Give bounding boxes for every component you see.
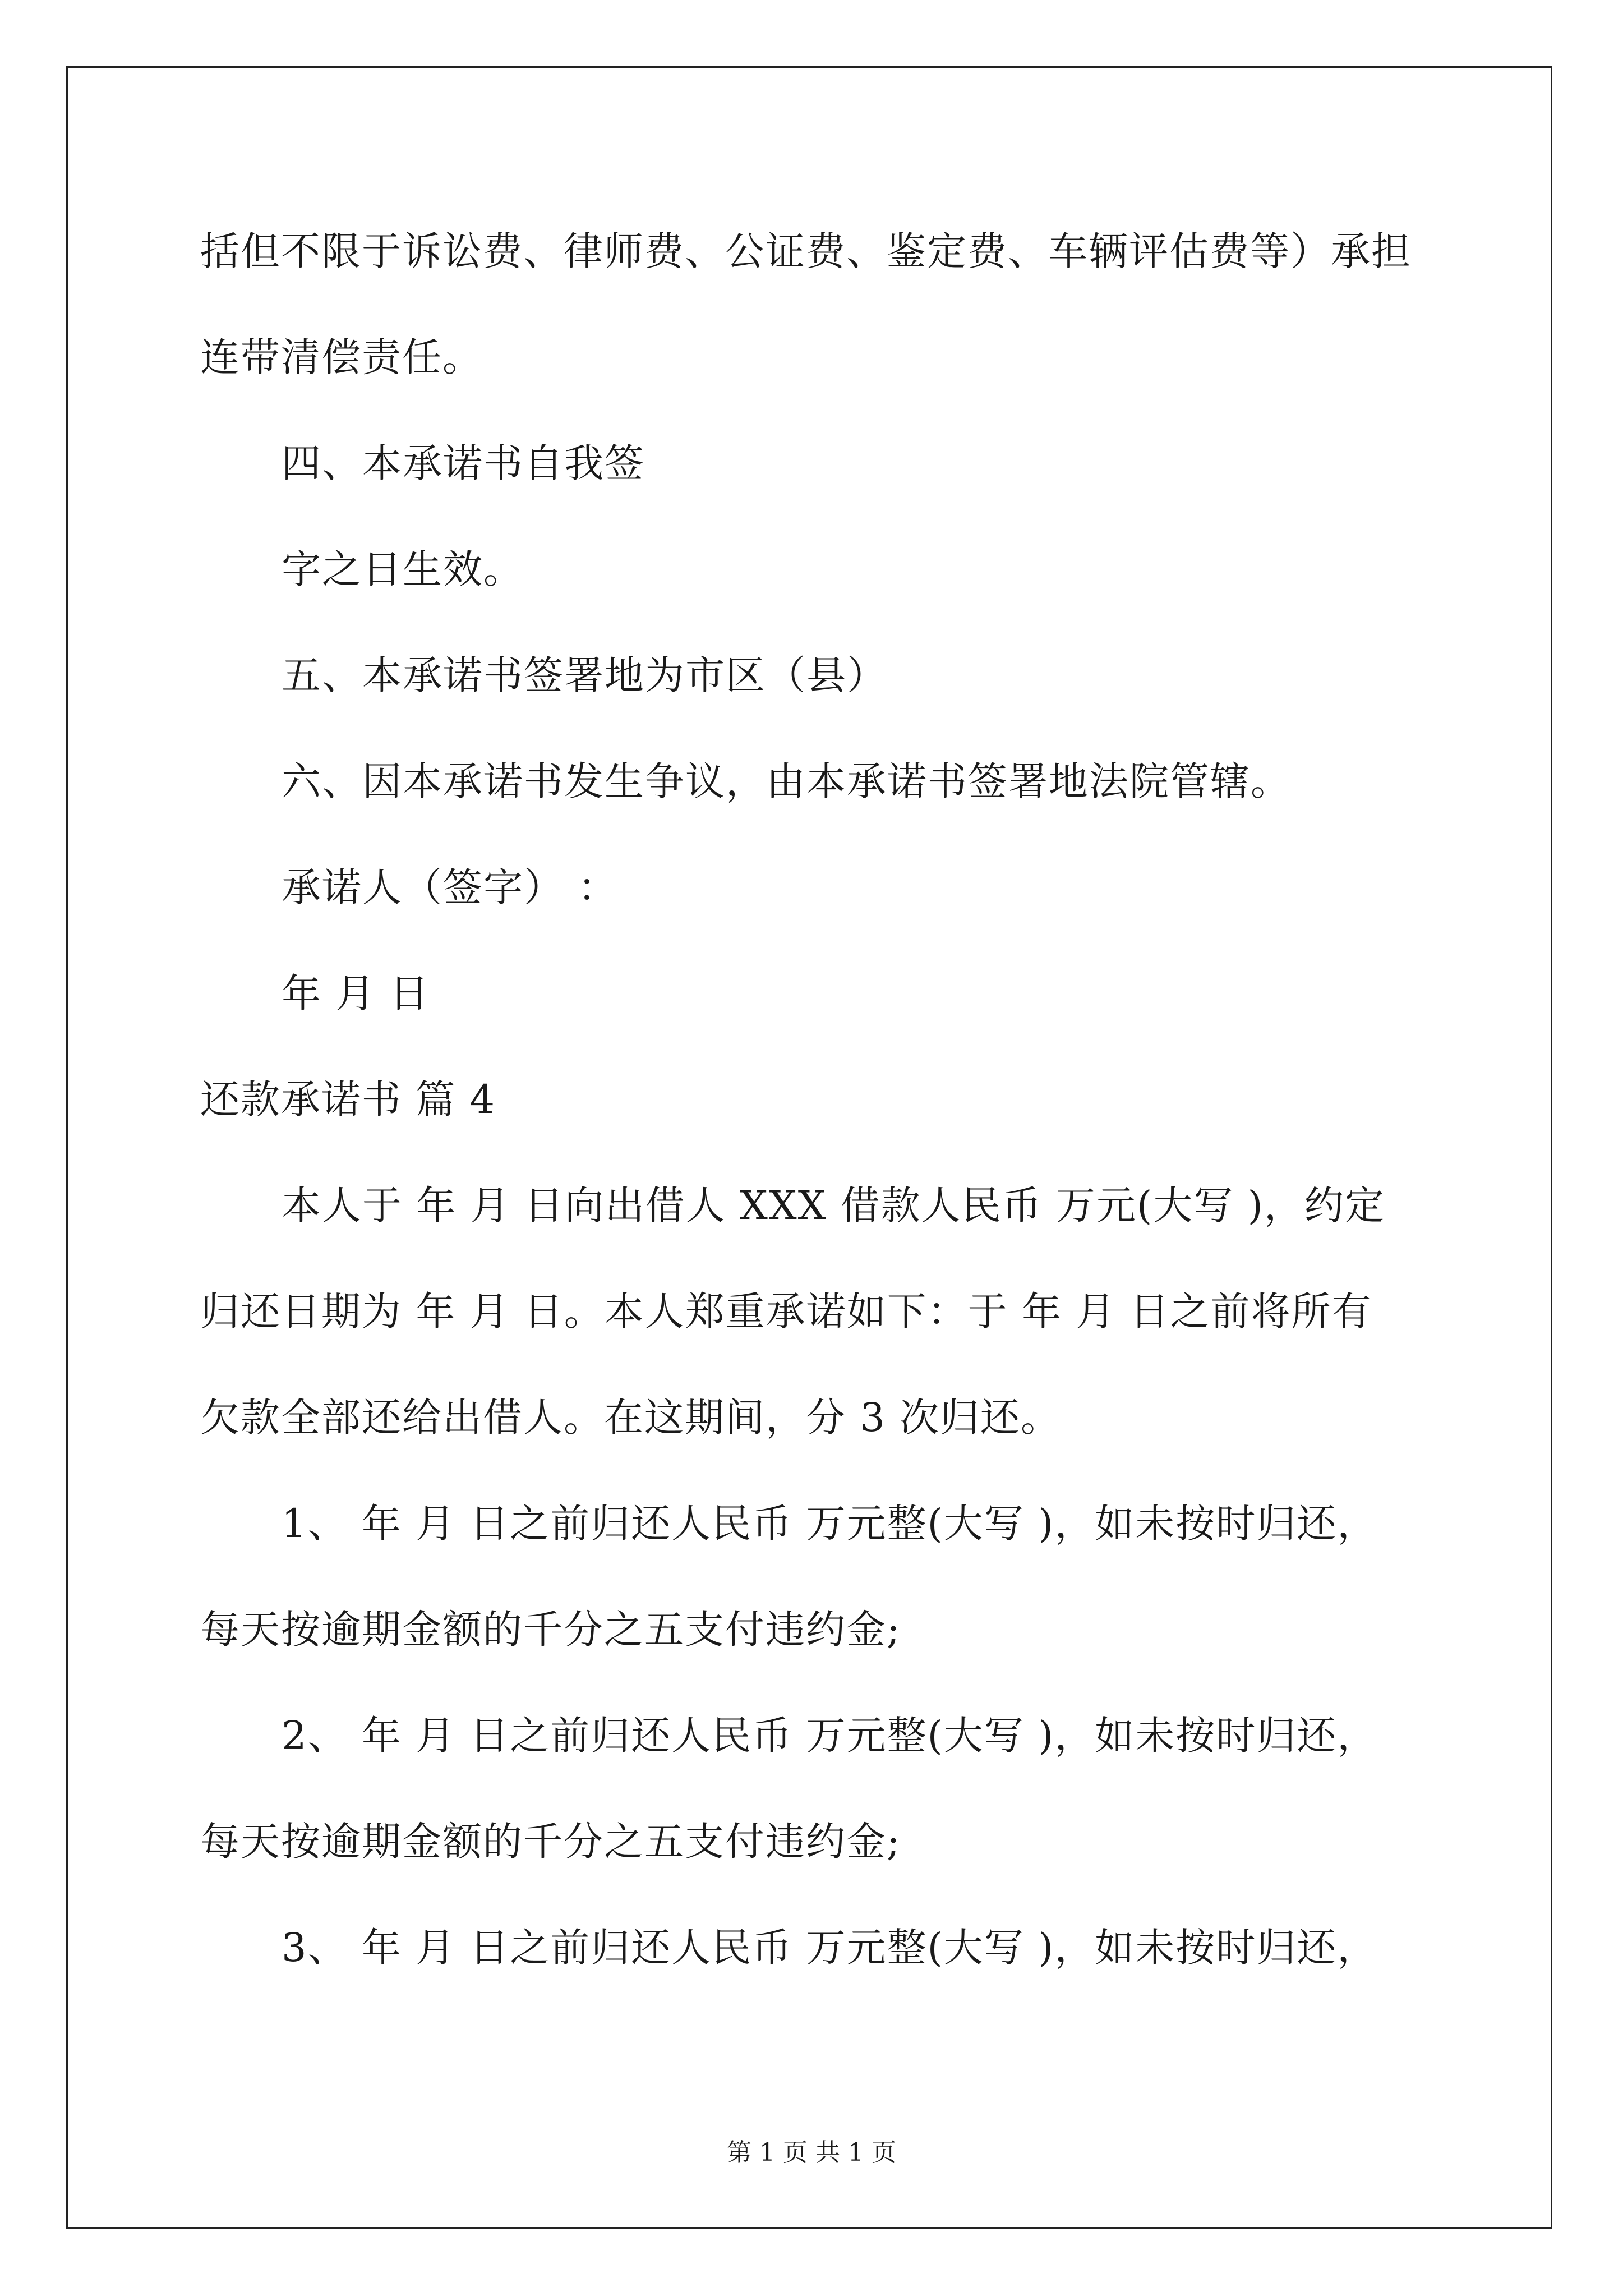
paragraph-line: 括但不限于诉讼费、律师费、公证费、鉴定费、车辆评估费等）承担 <box>200 228 1412 274</box>
paragraph-line: 连带清偿责任。 <box>200 334 483 380</box>
paragraph-line: 每天按逾期金额的千分之五支付违约金; <box>200 1607 901 1653</box>
paragraph-line: 四、本承诺书自我签 <box>282 440 645 486</box>
paragraph-line: 本人于 年 月 日向出借人 XXX 借款人民币 万元(大写 )，约定 <box>282 1182 1385 1228</box>
date-line: 年 月 日 <box>282 970 430 1016</box>
paragraph-line: 归还日期为 年 月 日。本人郑重承诺如下：于 年 月 日之前将所有 <box>200 1289 1372 1335</box>
signature-label: 承诺人（签字） ： <box>282 864 619 910</box>
paragraph-line: 五、本承诺书签署地为市区（县） <box>282 652 887 698</box>
paragraph-line: 每天按逾期金额的千分之五支付违约金; <box>200 1819 901 1865</box>
page-border <box>66 66 1552 2229</box>
paragraph-line: 字之日生效。 <box>282 546 524 592</box>
section-heading: 还款承诺书 篇 4 <box>200 1076 496 1122</box>
paragraph-line: 六、因本承诺书发生争议，由本承诺书签署地法院管辖。 <box>282 758 1291 804</box>
list-item: 2、 年 月 日之前归还人民币 万元整(大写 )，如未按时归还， <box>282 1713 1378 1759</box>
page-footer: 第 1 页 共 1 页 <box>727 2138 896 2167</box>
paragraph-line: 欠款全部还给出借人。在这期间，分 3 次归还。 <box>200 1395 1062 1441</box>
list-item: 1、 年 月 日之前归还人民币 万元整(大写 )，如未按时归还， <box>282 1501 1378 1547</box>
list-item: 3、 年 月 日之前归还人民币 万元整(大写 )，如未按时归还， <box>282 1925 1378 1971</box>
